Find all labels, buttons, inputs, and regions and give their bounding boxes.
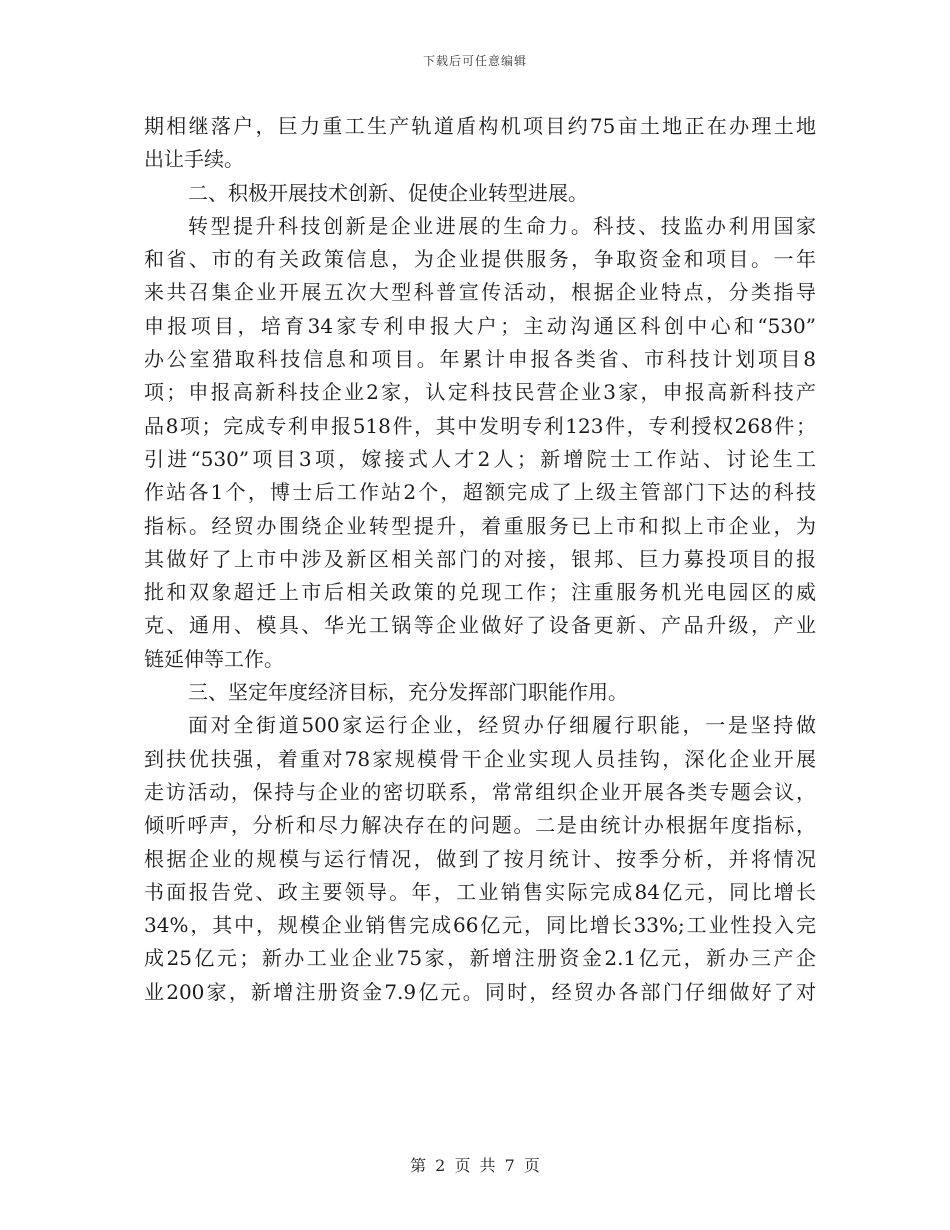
- body-text-line: 项；申报高新科技企业2家，认定科技民营企业3家，申报高新科技产: [144, 380, 816, 405]
- page-header: 下载后可任意编辑: [422, 54, 527, 68]
- body-text-line: 倾听呼声，分析和尽力解决存在的问题。二是由统计办根据年度指标，: [144, 813, 816, 838]
- body-text-line: 书面报告党、政主要领导。年，工业销售实际完成84亿元，同比增长: [144, 879, 816, 904]
- body-text-line: 品8项；完成专利申报518件，其中发明专利123件，专利授权268件；: [144, 413, 816, 438]
- body-text-line: 根据企业的规模与运行情况，做到了按月统计、按季分析，并将情况: [144, 846, 816, 871]
- body-text-line: 指标。经贸办围绕企业转型提升，着重服务已上市和拟上市企业，为: [144, 513, 816, 538]
- body-text-line: 转型提升科技创新是企业进展的生命力。科技、技监办利用国家: [188, 213, 816, 238]
- body-text-line: 链延伸等工作。: [144, 646, 284, 671]
- body-text-line: 业200家，新增注册资金7.9亿元。同时，经贸办各部门仔细做好了对: [144, 979, 816, 1004]
- body-text-line: 三、坚定年度经济目标，充分发挥部门职能作用。: [188, 680, 628, 705]
- body-text-line: 成25亿元；新办工业企业75家，新增注册资金2.1亿元，新办三产企: [144, 946, 816, 971]
- body-text-line: 34%，其中，规模企业销售完成66亿元，同比增长33%;工业性投入完: [144, 913, 816, 938]
- body-text-line: 申报项目，培育34家专利申报大户；主动沟通区科创中心和“530”: [144, 313, 816, 338]
- body-text-line: 其做好了上市中涉及新区相关部门的对接，银邦、巨力募投项目的报: [144, 546, 816, 571]
- body-text-line: 引进“530”项目3项，嫁接式人才2人；新增院士工作站、讨论生工: [144, 446, 816, 471]
- body-text-line: 办公室猎取科技信息和项目。年累计申报各类省、市科技计划项目8: [144, 347, 816, 372]
- document-body: [144, 110, 816, 1009]
- body-text-line: 来共召集企业开展五次大型科普宣传活动，根据企业特点，分类指导: [144, 280, 816, 305]
- body-text-line: 到扶优扶强，着重对78家规模骨干企业实现人员挂钩，深化企业开展: [144, 746, 816, 771]
- body-text-line: 走访活动，保持与企业的密切联系，常常组织企业开展各类专题会议，: [144, 779, 816, 804]
- body-text-line: 克、通用、模具、华光工锅等企业做好了设备更新、产品升级，产业: [144, 613, 816, 638]
- body-text-line: 作站各1个，博士后工作站2个，超额完成了上级主管部门下达的科技: [144, 480, 816, 505]
- body-text-line: 和省、市的有关政策信息，为企业提供服务，争取资金和项目。一年: [144, 247, 816, 272]
- body-text-line: 面对全街道500家运行企业，经贸办仔细履行职能，一是坚持做: [188, 713, 816, 738]
- body-text-line: 批和双象超迁上市后相关政策的兑现工作；注重服务机光电园区的威: [144, 580, 816, 605]
- page-footer: 第 2 页 共 7 页: [410, 1156, 540, 1175]
- body-text-line: 期相继落户，巨力重工生产轨道盾构机项目约75亩土地正在办理土地: [144, 114, 816, 138]
- body-text-line: 二、积极开展技术创新、促使企业转型进展。: [188, 180, 588, 205]
- body-text-line: 出让手续。: [144, 147, 244, 172]
